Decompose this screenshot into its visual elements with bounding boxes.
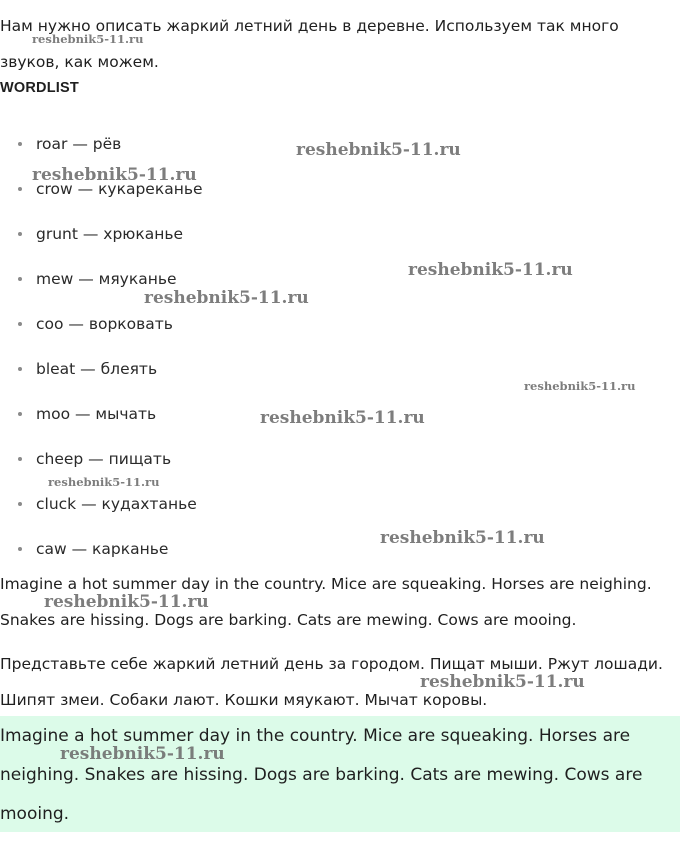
list-item [0, 306, 203, 351]
list-item [0, 261, 203, 306]
wordlist-entry: cheep — пищать [36, 450, 172, 468]
wordlist-heading: WORDLIST [0, 80, 79, 96]
bullet-icon [18, 367, 22, 371]
paragraph-english: Imagine a hot summer day in the country. Mice are squeaking. Horses are neighing. Snakes are hissing. Dogs are barking. Cats are mewing. Cows are mooing. [0, 575, 652, 629]
bullet-icon [18, 412, 22, 416]
list-item [0, 486, 203, 531]
list-item [0, 171, 203, 216]
wordlist-entry: caw — карканье [36, 540, 169, 558]
bullet-icon [18, 187, 22, 191]
watermark: reshebnik5-11.ru [524, 379, 636, 393]
watermark: reshebnik5-11.ru [296, 140, 461, 160]
watermark: reshebnik5-11.ru [48, 475, 160, 489]
bullet-icon [18, 142, 22, 146]
watermark: reshebnik5-11.ru [32, 165, 197, 185]
answer-box [0, 716, 680, 832]
wordlist-entry: mew — мяуканье [36, 270, 177, 288]
bullet-icon [18, 322, 22, 326]
wordlist-entry: crow — кукареканье [36, 180, 203, 198]
bullet-icon [18, 547, 22, 551]
wordlist-entry: roar — рёв [36, 135, 122, 153]
watermark: reshebnik5-11.ru [32, 32, 144, 46]
answer-text: Imagine a hot summer day in the country. Mice are squeaking. Horses are neighing. Snakes are hissing. Dogs are barking. Cats are mewing. Cows are mooing. [0, 726, 643, 824]
bullet-icon [18, 277, 22, 281]
watermark: reshebnik5-11.ru [44, 592, 209, 612]
list-item [0, 441, 203, 486]
wordlist-entry: coo — ворковать [36, 315, 173, 333]
watermark: reshebnik5-11.ru [380, 528, 545, 548]
wordlist-entry: cluck — кудахтанье [36, 495, 197, 513]
watermark: reshebnik5-11.ru [60, 744, 225, 764]
watermark: reshebnik5-11.ru [420, 672, 585, 692]
bullet-icon [18, 232, 22, 236]
bullet-icon [18, 457, 22, 461]
list-item [0, 396, 203, 441]
bullet-icon [18, 502, 22, 506]
task-intro: Нам нужно описать жаркий летний день в деревне. Используем так много звуков, как можем. [0, 17, 619, 71]
wordlist [0, 126, 203, 576]
list-item [0, 351, 203, 396]
watermark: reshebnik5-11.ru [408, 260, 573, 280]
watermark: reshebnik5-11.ru [144, 288, 309, 308]
list-item [0, 126, 203, 171]
wordlist-entry: bleat — блеять [36, 360, 158, 378]
watermark: reshebnik5-11.ru [260, 408, 425, 428]
paragraph-russian: Представьте себе жаркий летний день за городом. Пищат мыши. Ржут лошади. Шипят змеи. Собаки лают. Кошки мяукают. Мычат коровы. [0, 655, 663, 709]
wordlist-entry: moo — мычать [36, 405, 157, 423]
list-item [0, 216, 203, 261]
wordlist-entry: grunt — хрюканье [36, 225, 184, 243]
